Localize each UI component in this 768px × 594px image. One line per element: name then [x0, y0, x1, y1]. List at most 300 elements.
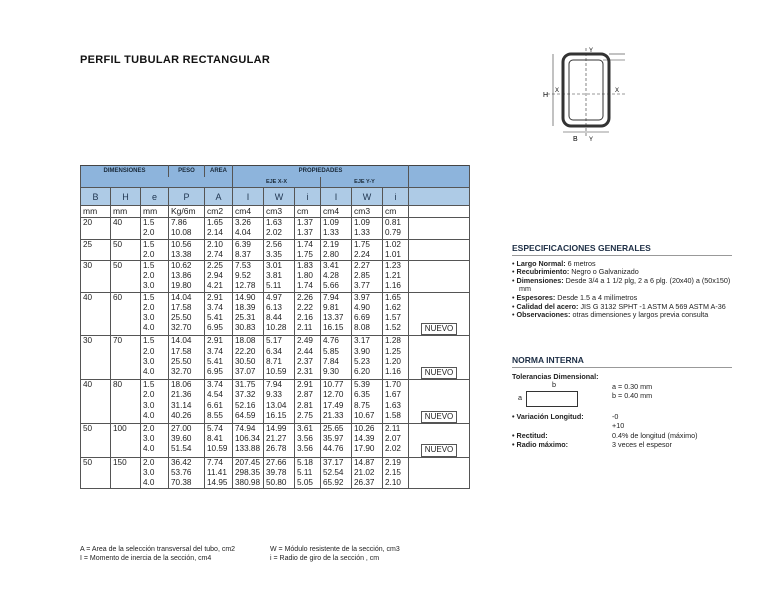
table-cell: 7.74 [205, 457, 233, 468]
tolerance-a-value: a = 0.30 mm [612, 382, 653, 392]
cell-nuevo [409, 271, 470, 281]
cell-b [81, 367, 111, 380]
variacion-label: • Variación Longitud: [512, 412, 584, 422]
table-cell: 64.59 [233, 411, 264, 424]
header-eje-yy: EJE Y-Y [321, 177, 409, 188]
variacion-row [512, 413, 732, 430]
nuevo-badge: NUEVO [421, 444, 457, 456]
table-cell: 1.09 [321, 218, 352, 229]
cell-nuevo [409, 347, 470, 357]
table-cell: 26.78 [264, 444, 295, 457]
table-cell: 37.32 [233, 390, 264, 400]
radio-label: • Radio máximo: [512, 439, 569, 449]
symbol-cell: W [264, 188, 295, 206]
header-eje-xx: EJE X-X [233, 177, 321, 188]
cell-b [81, 271, 111, 281]
table-cell: 9.81 [321, 303, 352, 313]
header-empty [409, 166, 470, 178]
table-cell: 4.76 [321, 336, 352, 347]
symbol-cell: A [205, 188, 233, 206]
symbol-cell: e [141, 188, 169, 206]
diagram-label-x-right: X [615, 88, 620, 94]
table-cell: 52.54 [321, 468, 352, 478]
table-cell: 4.0 [141, 323, 169, 336]
table-cell: 2.91 [295, 380, 321, 391]
table-cell: 2.25 [205, 261, 233, 272]
table-cell: 52.16 [233, 401, 264, 411]
table-cell: 17.58 [169, 303, 205, 313]
cell-b [81, 411, 111, 424]
table-cell: 2.16 [295, 313, 321, 323]
tolerance-box [512, 381, 732, 411]
unit-cell: Kg/6m [169, 206, 205, 218]
table-cell: 26.37 [352, 478, 383, 489]
table-cell: 5.85 [321, 347, 352, 357]
tolerance-box-b: b [552, 380, 556, 390]
table-cell: 7.94 [264, 380, 295, 391]
table-cell: 0.81 [383, 218, 409, 229]
table-row [81, 411, 470, 424]
table-cell: 5.74 [205, 424, 233, 435]
table-cell: 10.56 [169, 239, 205, 250]
table-cell: 2.44 [295, 347, 321, 357]
table-cell: 6.95 [205, 323, 233, 336]
table-cell: 13.86 [169, 271, 205, 281]
cell-nuevo [409, 357, 470, 367]
table-cell: 74.94 [233, 424, 264, 435]
cell-nuevo [409, 478, 470, 489]
unit-cell: mm [81, 206, 111, 218]
table-cell: 4.0 [141, 411, 169, 424]
table-cell: 3.97 [352, 292, 383, 303]
cell-nuevo [409, 303, 470, 313]
table-cell: 14.90 [233, 292, 264, 303]
table-cell: 380.98 [233, 478, 264, 489]
table-cell: 2.27 [352, 261, 383, 272]
table-cell: 8.44 [264, 313, 295, 323]
rectitud-label: • Rectitud: [512, 431, 548, 441]
cell-b [81, 250, 111, 261]
table-cell: 8.71 [264, 357, 295, 367]
table-cell: 2.91 [205, 292, 233, 303]
table-cell: 0.79 [383, 228, 409, 239]
table-cell: 3.56 [295, 434, 321, 444]
table-row [81, 336, 470, 347]
table-row [81, 390, 470, 400]
table-row [81, 218, 470, 229]
cell-h [111, 434, 141, 444]
table-cell: 2.87 [295, 390, 321, 400]
symbol-cell: I [321, 188, 352, 206]
table-cell: 50.80 [264, 478, 295, 489]
table-cell: 51.54 [169, 444, 205, 457]
table-cell: 2.80 [321, 250, 352, 261]
table-cell: 8.41 [205, 434, 233, 444]
table-cell: 3.56 [295, 444, 321, 457]
table-cell: 2.10 [383, 478, 409, 489]
table-cell: 2.0 [141, 457, 169, 468]
table-cell: 5.66 [321, 281, 352, 292]
cell-b [81, 323, 111, 336]
cell-nuevo [409, 367, 470, 380]
table-cell: 1.20 [383, 357, 409, 367]
table-cell: 2.74 [205, 250, 233, 261]
table-cell: 14.87 [352, 457, 383, 468]
page-title: PERFIL TUBULAR RECTANGULAR [80, 54, 271, 66]
table-row [81, 261, 470, 272]
table-row [81, 281, 470, 292]
table-cell: 1.75 [352, 239, 383, 250]
table-cell: 30.50 [233, 357, 264, 367]
spec-item: • Largo Normal: 6 metros [512, 258, 596, 268]
table-cell: 1.5 [141, 239, 169, 250]
unit-cell: cm4 [233, 206, 264, 218]
cell-h [111, 323, 141, 336]
cell-h [111, 313, 141, 323]
cell-h: 80 [111, 380, 141, 391]
table-cell: 2.49 [295, 336, 321, 347]
table-cell: 6.61 [205, 401, 233, 411]
table-cell: 21.02 [352, 468, 383, 478]
cell-h [111, 390, 141, 400]
table-cell: 3.26 [233, 218, 264, 229]
table-cell: 17.90 [352, 444, 383, 457]
cell-b: 40 [81, 292, 111, 303]
table-row [81, 303, 470, 313]
table-cell: 4.21 [205, 281, 233, 292]
table-cell: 17.49 [321, 401, 352, 411]
table-cell: 10.08 [169, 228, 205, 239]
cell-b [81, 390, 111, 400]
cell-nuevo [409, 239, 470, 250]
header-empty-2 [409, 177, 470, 188]
cell-nuevo [409, 390, 470, 400]
table-cell: 36.42 [169, 457, 205, 468]
table-cell: 2.11 [383, 424, 409, 435]
table-cell: 2.19 [321, 239, 352, 250]
table-cell: 14.95 [205, 478, 233, 489]
table-cell: 3.77 [352, 281, 383, 292]
table-cell: 13.38 [169, 250, 205, 261]
table-cell: 1.5 [141, 218, 169, 229]
unit-cell: cm3 [352, 206, 383, 218]
table-cell: 2.94 [205, 271, 233, 281]
symbol-cell: i [383, 188, 409, 206]
legend [80, 545, 460, 563]
table-cell: 27.00 [169, 424, 205, 435]
cell-b [81, 468, 111, 478]
table-cell: 2.0 [141, 390, 169, 400]
table-cell: 2.15 [383, 468, 409, 478]
table-cell: 2.91 [205, 336, 233, 347]
cell-h [111, 411, 141, 424]
cell-nuevo [409, 292, 470, 303]
table-cell: 22.20 [233, 347, 264, 357]
table-cell: 3.90 [352, 347, 383, 357]
cell-b: 25 [81, 239, 111, 250]
norma-section [512, 356, 732, 450]
symbol-cell: W [352, 188, 383, 206]
cell-nuevo [409, 468, 470, 478]
table-cell: 5.11 [264, 281, 295, 292]
cell-b: 40 [81, 380, 111, 391]
header-peso: PESO [169, 166, 205, 178]
symbol-cell: B [81, 188, 111, 206]
table-cell: 14.04 [169, 336, 205, 347]
table-cell: 1.16 [383, 367, 409, 380]
table-row [81, 323, 470, 336]
cell-nuevo [409, 313, 470, 323]
table-cell: 1.83 [295, 261, 321, 272]
tolerance-rect [526, 391, 578, 407]
table-cell: 1.02 [383, 239, 409, 250]
nuevo-badge: NUEVO [421, 411, 457, 423]
table-cell: 17.58 [169, 347, 205, 357]
table-cell: 3.0 [141, 281, 169, 292]
table-cell: 53.76 [169, 468, 205, 478]
table-cell: 2.07 [383, 434, 409, 444]
table-cell: 5.17 [264, 336, 295, 347]
unit-cell: cm [295, 206, 321, 218]
rectitud-value: 0.4% de longitud (máximo) [612, 431, 698, 441]
table-cell: 4.97 [264, 292, 295, 303]
cell-b [81, 401, 111, 411]
table-cell: 39.60 [169, 434, 205, 444]
cell-b [81, 313, 111, 323]
table-cell: 10.26 [352, 424, 383, 435]
spec-item: • Observaciones: otras dimensiones y largos previa consulta [512, 310, 709, 320]
specs-section [512, 244, 732, 320]
header-propiedades: PROPIEDADES [233, 166, 409, 178]
table-cell: 4.04 [233, 228, 264, 239]
table-row [81, 271, 470, 281]
table-cell: 1.5 [141, 380, 169, 391]
table-cell: 27.66 [264, 457, 295, 468]
table-cell: 7.86 [169, 218, 205, 229]
table-cell: 3.74 [205, 347, 233, 357]
table-cell: 2.0 [141, 250, 169, 261]
cell-b: 50 [81, 424, 111, 435]
cell-nuevo [409, 281, 470, 292]
table-cell: 207.45 [233, 457, 264, 468]
table-cell: 6.34 [264, 347, 295, 357]
spec-item: • Calidad del acero: JIS G 3132 SPHT -1 ASTM A 569 ASTM A-36 [512, 301, 726, 311]
header-area: AREA [205, 166, 233, 178]
table-cell: 9.33 [264, 390, 295, 400]
table-row [81, 292, 470, 303]
cell-b: 30 [81, 336, 111, 347]
cell-nuevo [409, 401, 470, 411]
table-cell: 2.0 [141, 271, 169, 281]
table-cell: 5.18 [295, 457, 321, 468]
table-cell: 7.53 [233, 261, 264, 272]
table-cell: 3.41 [321, 261, 352, 272]
cell-h [111, 478, 141, 489]
table-cell: 6.13 [264, 303, 295, 313]
table-cell: 3.0 [141, 434, 169, 444]
table-cell: 1.65 [383, 292, 409, 303]
cell-h [111, 271, 141, 281]
cell-nuevo [409, 434, 470, 444]
table-cell: 18.39 [233, 303, 264, 313]
tolerance-title: Tolerancias Dimensional: [512, 371, 599, 381]
table-cell: 5.39 [352, 380, 383, 391]
symbol-cell: I [233, 188, 264, 206]
table-cell: 8.08 [352, 323, 383, 336]
table-cell: 3.0 [141, 401, 169, 411]
table-row [81, 313, 470, 323]
table-cell: 6.69 [352, 313, 383, 323]
cell-b [81, 303, 111, 313]
cell-nuevo [409, 444, 470, 457]
cell-nuevo [409, 380, 470, 391]
table-cell: 1.62 [383, 303, 409, 313]
table-cell: 6.39 [233, 239, 264, 250]
table-cell: 1.74 [295, 239, 321, 250]
cell-h [111, 303, 141, 313]
diagram-label-y-bottom: Y [589, 137, 594, 143]
unit-cell: cm4 [321, 206, 352, 218]
table-cell: 10.59 [205, 444, 233, 457]
table-cell: 1.5 [141, 261, 169, 272]
table-row [81, 478, 470, 489]
units-row [81, 206, 470, 218]
table-cell: 2.85 [352, 271, 383, 281]
table-cell: 19.80 [169, 281, 205, 292]
table-cell: 3.81 [264, 271, 295, 281]
table-cell: 1.25 [383, 347, 409, 357]
table-cell: 18.08 [233, 336, 264, 347]
symbol-cell [409, 188, 470, 206]
table-cell: 8.75 [352, 401, 383, 411]
table-cell: 1.21 [383, 271, 409, 281]
table-cell: 5.23 [352, 357, 383, 367]
table-row [81, 401, 470, 411]
table-cell: 2.0 [141, 303, 169, 313]
table-cell: 2.0 [141, 347, 169, 357]
cell-h: 150 [111, 457, 141, 468]
specs-title: ESPECIFICACIONES GENERALES [512, 244, 732, 256]
table-cell: 6.95 [205, 367, 233, 380]
table-cell: 1.58 [383, 411, 409, 424]
table-cell: 1.52 [383, 323, 409, 336]
table-cell: 31.14 [169, 401, 205, 411]
cell-nuevo [409, 250, 470, 261]
spec-item: • Dimensiones: Desde 3/4 a 1 1/2 plg, 2 a 6 plg. (20x40) a (50x150) mm [512, 275, 731, 294]
table-cell: 5.11 [295, 468, 321, 478]
table-cell: 1.33 [321, 228, 352, 239]
spec-item: • Espesores: Desde 1.5 a 4 milímetros [512, 292, 638, 302]
table-cell: 1.63 [383, 401, 409, 411]
table-cell: 39.78 [264, 468, 295, 478]
unit-cell: cm3 [264, 206, 295, 218]
cell-h: 70 [111, 336, 141, 347]
table-cell: 133.88 [233, 444, 264, 457]
table-cell: 25.50 [169, 313, 205, 323]
cell-b [81, 478, 111, 489]
cell-h [111, 401, 141, 411]
cell-h [111, 468, 141, 478]
cell-h: 60 [111, 292, 141, 303]
table-cell: 2.0 [141, 228, 169, 239]
symbol-row [81, 188, 470, 206]
table-cell: 2.11 [295, 323, 321, 336]
table-cell: 14.39 [352, 434, 383, 444]
table-cell: 2.22 [295, 303, 321, 313]
table-cell: 3.0 [141, 313, 169, 323]
table-cell: 10.59 [264, 367, 295, 380]
table-cell: 1.57 [383, 313, 409, 323]
header-dimensiones: DIMENSIONES [81, 166, 169, 178]
legend-a: A = Area de la selección transversal del tubo, cm2 [80, 546, 236, 553]
norma-title: NORMA INTERNA [512, 356, 732, 368]
table-cell: 1.23 [383, 261, 409, 272]
cell-h [111, 444, 141, 457]
table-cell: 31.75 [233, 380, 264, 391]
table-cell: 298.35 [233, 468, 264, 478]
cell-nuevo [409, 218, 470, 229]
table-cell: 25.65 [321, 424, 352, 435]
cell-h [111, 357, 141, 367]
unit-cell [409, 206, 470, 218]
unit-cell: mm [111, 206, 141, 218]
table-cell: 4.28 [321, 271, 352, 281]
table-cell: 1.75 [295, 250, 321, 261]
table-cell: 25.31 [233, 313, 264, 323]
cell-nuevo [409, 336, 470, 347]
table-cell: 32.70 [169, 367, 205, 380]
legend-i: I = Momento de inercia de la sección, cm4 [80, 555, 212, 562]
cell-h: 50 [111, 261, 141, 272]
table-cell: 1.67 [383, 390, 409, 400]
table-cell: 65.92 [321, 478, 352, 489]
table-cell: 1.5 [141, 292, 169, 303]
table-cell: 3.74 [205, 380, 233, 391]
cell-nuevo [409, 411, 470, 424]
table-cell: 16.15 [321, 323, 352, 336]
cell-b: 30 [81, 261, 111, 272]
table-cell: 8.37 [233, 250, 264, 261]
cell-b [81, 347, 111, 357]
table-cell: 4.0 [141, 367, 169, 380]
cell-b [81, 281, 111, 292]
cell-h [111, 250, 141, 261]
table-cell: 3.17 [352, 336, 383, 347]
table-cell: 2.81 [295, 401, 321, 411]
table-cell: 6.35 [352, 390, 383, 400]
cell-nuevo [409, 261, 470, 272]
table-row [81, 347, 470, 357]
table-cell: 2.02 [264, 228, 295, 239]
table-cell: 1.16 [383, 281, 409, 292]
table-cell: 10.28 [264, 323, 295, 336]
cell-h [111, 347, 141, 357]
unit-cell: cm2 [205, 206, 233, 218]
diagram-label-h: H [543, 92, 549, 99]
cell-h: 50 [111, 239, 141, 250]
cell-h [111, 228, 141, 239]
table-cell: 4.54 [205, 390, 233, 400]
table-cell: 14.99 [264, 424, 295, 435]
table-body [81, 218, 470, 489]
table-cell: 106.34 [233, 434, 264, 444]
table-cell: 1.37 [295, 228, 321, 239]
table-cell: 1.70 [383, 380, 409, 391]
table-row [81, 228, 470, 239]
cell-b [81, 434, 111, 444]
table-cell: 11.41 [205, 468, 233, 478]
cell-h [111, 281, 141, 292]
